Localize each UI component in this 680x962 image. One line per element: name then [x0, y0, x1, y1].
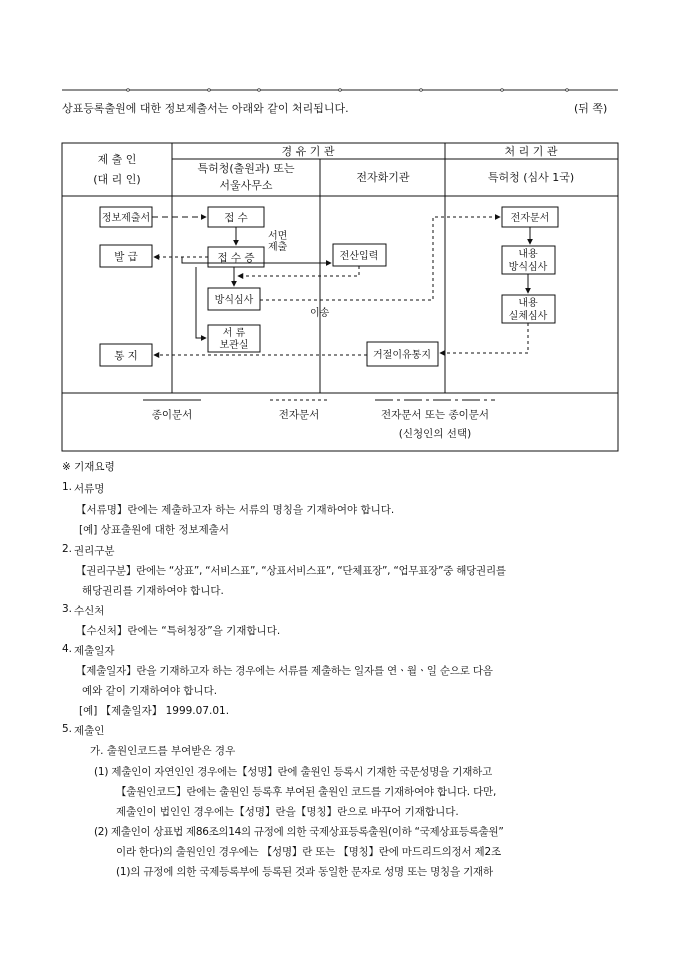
- item-5-p2-line1: (2) 제출인이 상표법 제86조의14의 규정에 의한 국제상표등록출원(이하 “국제상표등록출원”: [94, 826, 504, 838]
- item-2-title: 권리구분: [74, 545, 115, 557]
- box-data-entry: [333, 244, 386, 266]
- box-content-substance-label: 내용: [518, 298, 538, 309]
- box-info-doc: [100, 207, 152, 227]
- box-reject-notice: [367, 342, 438, 366]
- item-5-sub: 가. 출원인코드를 부여받은 경우: [90, 745, 236, 757]
- box-doc-storage-label-2: 보관실: [219, 340, 249, 351]
- box-reject-notice-label: 거절이유통지: [373, 350, 431, 361]
- box-receive-label: 접 수: [224, 212, 248, 224]
- box-format-review-label: 방식심사: [214, 295, 254, 306]
- legend-either-2: (신청인의 선택): [398, 428, 472, 440]
- box-issue-label: 발 급: [114, 251, 138, 263]
- box-receive: [208, 207, 264, 227]
- box-receipt-cert: [208, 247, 264, 267]
- box-format-review: [208, 288, 260, 310]
- legend-either: 전자문서 또는 종이문서: [380, 409, 490, 421]
- box-content-format: [502, 246, 555, 274]
- item-5-p2-line3: (1)의 규정에 의한 국제등록부에 등록된 것과 동일한 문자로 성명 또는 명칭을 기재하: [116, 866, 493, 878]
- item-1-text: 【서류명】란에는 제출하고자 하는 서류의 명칭을 기재하여야 합니다.: [76, 504, 395, 516]
- kipo-office-label-2: 서울사무소: [219, 179, 273, 192]
- box-receipt-cert-label: 접 수 증: [217, 252, 255, 264]
- box-e-doc-label: 전자문서: [510, 213, 550, 224]
- written-submit-label: 서면: [268, 231, 288, 242]
- item-1-example: [예] 상표출원에 대한 정보제출서: [79, 524, 230, 536]
- item-1-title: 서류명: [74, 483, 105, 495]
- processing-agency-title: 처 리 기 관: [504, 145, 558, 158]
- item-4-text-2: 예와 같이 기재하여야 합니다.: [82, 685, 218, 697]
- item-1-number: 1.: [62, 481, 73, 493]
- item-5-p1-line2: 【출원인코드】란에는 출원인 등록후 부여된 출원인 코드를 기재하여야 합니다. 다만,: [116, 786, 497, 798]
- transfer-label: 이송: [310, 308, 330, 319]
- box-doc-storage-label: 서 류: [222, 328, 246, 339]
- intro-text: 상표등록출원에 대한 정보제출서는 아래와 같이 처리됩니다.: [62, 102, 349, 115]
- item-2-text-2: 해당권리를 기재하여야 합니다.: [82, 585, 224, 597]
- box-content-substance-label-2: 실체심사: [508, 311, 548, 322]
- legend-electronic: 전자문서: [278, 409, 320, 421]
- processing-flow-diagram: [0, 0, 680, 470]
- box-content-substance: [502, 295, 555, 323]
- box-issue: [100, 245, 152, 267]
- legend-paper: 종이문서: [151, 409, 193, 421]
- box-notice: [100, 344, 152, 366]
- item-5-p1-line1: (1) 제출인이 자연인인 경우에는【성명】란에 출원인 등록시 기재한 국문성명을 기재하고: [94, 766, 493, 778]
- page-note: (뒤 쪽): [574, 102, 608, 115]
- arrow-to-storage: [196, 267, 206, 338]
- submitter-label: 제 출 인: [97, 153, 137, 166]
- box-doc-storage: [208, 325, 260, 352]
- via-agency-title: 경 유 기 관: [281, 145, 335, 158]
- item-3-title: 수신처: [74, 605, 105, 617]
- written-submit-label-2: 제출: [268, 242, 288, 253]
- item-4-text: 【제출일자】란을 기재하고자 하는 경우에는 서류를 제출하는 일자를 연ㆍ월ㆍ일 순으로 다음: [76, 665, 493, 677]
- item-4-number: 4.: [62, 643, 73, 655]
- item-3-text: 【수신처】란에는 “특허청장”을 기재합니다.: [76, 625, 281, 637]
- item-2-text: 【권리구분】란에는 “상표”, “서비스표”, “상표서비스표”, “단체표장”, “업무표장”중 해당권리를: [76, 565, 506, 577]
- kipo-office-label: 특허청(출원과) 또는: [197, 162, 295, 175]
- box-e-doc: [502, 207, 558, 227]
- agent-label: (대 리 인): [93, 173, 141, 186]
- item-5-title: 제출인: [74, 725, 105, 737]
- item-5-p2-line2: 이라 한다)의 출원인인 경우에는 【성명】란 또는 【명칭】란에 마드리드의정서 제2조: [116, 846, 501, 858]
- item-3-number: 3.: [62, 603, 73, 615]
- digitizer-label: 전자화기관: [356, 171, 410, 184]
- examiner-label: 특허청 (심사 1국): [487, 171, 575, 184]
- box-content-format-label-2: 방식심사: [508, 262, 548, 273]
- item-4-title: 제출일자: [74, 645, 115, 657]
- item-5-number: 5.: [62, 723, 73, 735]
- item-5-p1-line3: 제출인이 법인인 경우에는【성명】란을【명칭】란으로 바꾸어 기재합니다.: [116, 806, 459, 818]
- box-notice-label: 통 지: [114, 350, 138, 362]
- arrow-to-reject: [440, 323, 528, 353]
- box-data-entry-label: 전산입력: [339, 251, 379, 262]
- instructions-heading: ※ 기재요령: [62, 461, 115, 473]
- box-content-format-label: 내용: [518, 249, 538, 260]
- item-2-number: 2.: [62, 543, 73, 555]
- box-info-doc-label: 정보제출서: [101, 213, 151, 224]
- item-4-example: [예] 【제출일자】 1999.07.01.: [79, 705, 230, 717]
